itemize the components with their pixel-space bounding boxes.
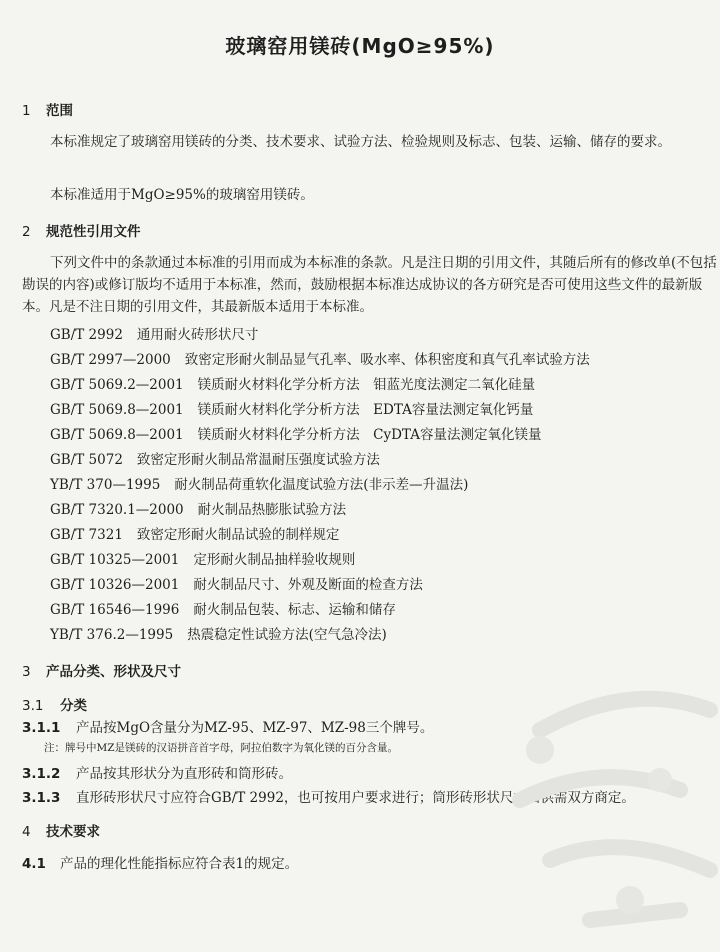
- clause-number: 3.1.2: [22, 766, 61, 782]
- reference-code: GB/T 16546—1996: [50, 602, 180, 618]
- reference-item: [50, 623, 387, 643]
- reference-title: 致密定形耐火制品常温耐压强度试验方法: [136, 452, 380, 468]
- reference-code: GB/T 2997—2000: [50, 352, 171, 368]
- reference-item: [50, 423, 541, 443]
- reference-title: 致密定形耐火制品显气孔率、吸水率、体积密度和真气孔率试验方法: [184, 352, 590, 368]
- reference-code: GB/T 2992: [50, 327, 123, 343]
- reference-item: [50, 548, 355, 568]
- clause-3-1-1: [22, 716, 433, 736]
- reference-title: 致密定形耐火制品试验的制样规定: [136, 527, 340, 543]
- document-title: 玻璃窑用镁砖(MgO≥95%): [225, 34, 495, 58]
- section-1-heading: [22, 99, 73, 119]
- references-intro: 下列文件中的条款通过本标准的引用而成为本标准的条款。凡是注日期的引用文件，其随后所有的修改单(不包括勘误的内容)或修订版均不适用于本标准，然而，鼓励根据本标准达成协议的各方研究是否可使用这些文件的最新版本。凡是不注日期的引用文件，其最新版本适用于本标准。: [22, 255, 717, 315]
- reference-code: YB/T 370—1995: [50, 477, 161, 493]
- section-title: 分类: [60, 698, 87, 714]
- stamp-icon: [480, 670, 720, 952]
- reference-code: GB/T 5069.8—2001: [50, 427, 184, 443]
- reference-title: 镁质耐火材料化学分析方法 CyDTA容量法测定氧化镁量: [197, 427, 542, 443]
- reference-code: GB/T 10325—2001: [50, 552, 180, 568]
- scope-paragraph-2: 本标准适用于MgO≥95%的玻璃窑用镁砖。: [50, 187, 314, 203]
- reference-item: [50, 373, 535, 393]
- watermark-stamp: [480, 670, 720, 952]
- section-3-1-heading: [22, 694, 87, 714]
- section-title: 规范性引用文件: [46, 224, 141, 240]
- reference-item: [50, 348, 590, 368]
- reference-item: [50, 323, 258, 343]
- reference-code: GB/T 5072: [50, 452, 123, 468]
- section-title: 产品分类、形状及尺寸: [46, 664, 181, 680]
- reference-item: [50, 398, 533, 418]
- reference-code: GB/T 10326—2001: [50, 577, 180, 593]
- reference-code: GB/T 7320.1—2000: [50, 502, 184, 518]
- clause-note: 注：牌号中MZ是镁砖的汉语拼音首字母，阿拉伯数字为氧化镁的百分含量。: [44, 742, 399, 754]
- section-title: 技术要求: [46, 824, 100, 840]
- reference-item: [50, 523, 339, 543]
- reference-item: [50, 473, 468, 493]
- section-number: 3: [22, 664, 31, 680]
- reference-title: 耐火制品包装、标志、运输和储存: [193, 602, 396, 618]
- reference-title: 耐火制品荷重软化温度试验方法(非示差—升温法): [174, 477, 469, 493]
- section-number: 3.1: [22, 698, 44, 714]
- section-number: 2: [22, 224, 31, 240]
- clause-text: 产品按其形状分为直形砖和筒形砖。: [76, 766, 292, 782]
- clause-number: 3.1.3: [22, 790, 61, 806]
- reference-item: [50, 598, 396, 618]
- clause-text: 产品的理化性能指标应符合表1的规定。: [60, 856, 299, 872]
- reference-code: YB/T 376.2—1995: [50, 627, 174, 643]
- clause-3-1-2: [22, 762, 292, 782]
- clause-number: 3.1.1: [22, 720, 61, 736]
- clause-number: 4.1: [22, 856, 46, 872]
- reference-item: [50, 573, 423, 593]
- section-number: 4: [22, 824, 31, 840]
- reference-title: 镁质耐火材料化学分析方法 钼蓝光度法测定二氧化硅量: [197, 377, 536, 393]
- clause-4-1: [22, 852, 298, 872]
- section-number: 1: [22, 103, 31, 119]
- reference-title: 耐火制品热膨胀试验方法: [197, 502, 347, 518]
- reference-title: 耐火制品尺寸、外观及断面的检查方法: [193, 577, 423, 593]
- reference-title: 镁质耐火材料化学分析方法 EDTA容量法测定氧化钙量: [197, 402, 534, 418]
- clause-text: 产品按MgO含量分为MZ-95、MZ-97、MZ-98三个牌号。: [76, 720, 434, 736]
- reference-item: [50, 498, 346, 518]
- reference-title: 定形耐火制品抽样验收规则: [193, 552, 356, 568]
- reference-code: GB/T 7321: [50, 527, 123, 543]
- section-4-heading: [22, 820, 100, 840]
- section-3-heading: [22, 660, 181, 680]
- section-2-heading: [22, 220, 141, 240]
- clause-text: 直形砖形状尺寸应符合GB/T 2992，也可按用户要求进行；筒形砖形状尺寸由供需双方商定。: [76, 790, 635, 806]
- reference-code: GB/T 5069.8—2001: [50, 402, 184, 418]
- scope-paragraph-1: 本标准规定了玻璃窑用镁砖的分类、技术要求、试验方法、检验规则及标志、包装、运输、储存的要求。: [50, 134, 671, 150]
- reference-title: 通用耐火砖形状尺寸: [136, 327, 259, 343]
- reference-item: [50, 448, 380, 468]
- reference-code: GB/T 5069.2—2001: [50, 377, 184, 393]
- section-title: 范围: [46, 103, 73, 119]
- reference-title: 热震稳定性试验方法(空气急冷法): [187, 627, 387, 643]
